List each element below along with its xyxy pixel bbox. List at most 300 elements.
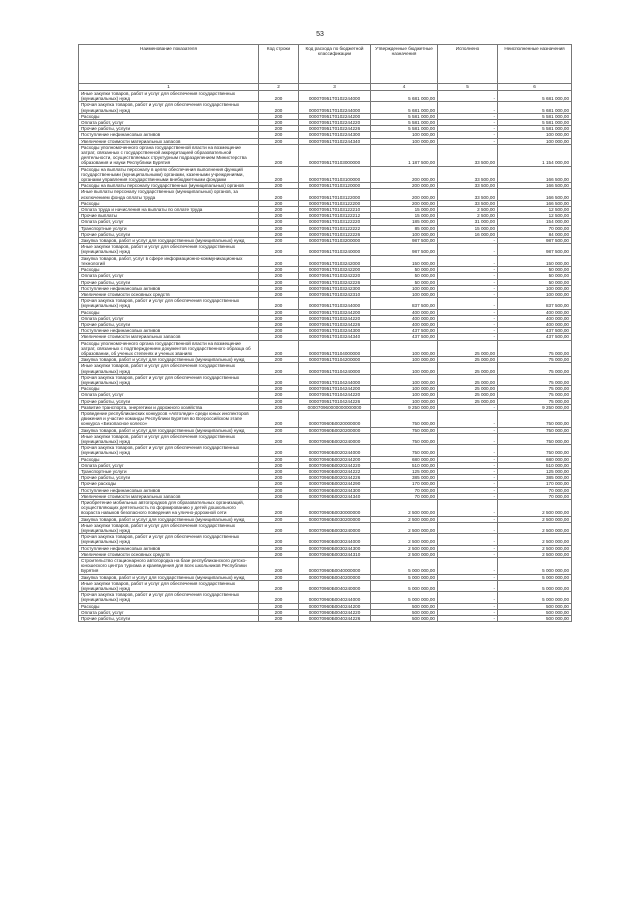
row-line-code: 200 <box>259 334 299 340</box>
row-approved: 150 000,00 <box>371 255 438 266</box>
row-approved: 500 000,00 <box>371 616 438 622</box>
row-unexecuted: 400 000,00 <box>498 309 572 315</box>
row-kbk-code: 000070951Т0102244340 <box>299 138 371 144</box>
row-unexecuted: 2 500 000,00 <box>498 545 572 551</box>
row-approved: 100 000,00 <box>371 291 438 297</box>
row-executed: - <box>438 500 498 517</box>
row-executed: 25 000,00 <box>438 340 498 357</box>
table-row <box>79 298 572 309</box>
row-name: Закупка товаров, работ и услуг для государственных (муниципальных) нужд <box>79 238 259 244</box>
row-kbk-code: 000070951Т0103122200 <box>299 200 371 206</box>
table-row <box>79 616 572 622</box>
row-unexecuted: 84 000,00 <box>498 231 572 237</box>
row-kbk-code: 000070951Т0103244200 <box>299 309 371 315</box>
row-approved: 5 581 000,00 <box>371 126 438 132</box>
row-unexecuted: 385 000,00 <box>498 475 572 481</box>
row-line-code: 200 <box>259 91 299 102</box>
row-line-code: 200 <box>259 183 299 189</box>
row-approved: 15 000,00 <box>371 213 438 219</box>
row-executed: - <box>438 410 498 427</box>
row-name: Прочие работы, услуги <box>79 321 259 327</box>
row-line-code: 200 <box>259 267 299 273</box>
row-unexecuted: 100 000,00 <box>498 291 572 297</box>
row-kbk-code: 000070960Б0020244000 <box>299 445 371 456</box>
row-unexecuted: 75 000,00 <box>498 386 572 392</box>
row-executed: 25 000,00 <box>438 392 498 398</box>
row-name: Расходы на выплаты персоналу в целях обеспечения выполнения функций государственными (муниципальными) органами, казенными учреждениями, органами управления государственными внебюджетными фондами <box>79 166 259 183</box>
row-kbk-code: 000070951Т0103244340 <box>299 334 371 340</box>
row-kbk-code: 000070951Т0103122212 <box>299 213 371 219</box>
row-line-code: 200 <box>259 340 299 357</box>
row-executed: - <box>438 462 498 468</box>
row-name: Прочая закупка товаров, работ и услуг для обеспечения государственных (муниципальных) нужд <box>79 102 259 113</box>
row-unexecuted: 437 500,00 <box>498 328 572 334</box>
row-name: Расходы <box>79 267 259 273</box>
row-approved: 70 000,00 <box>371 487 438 493</box>
row-name: Расходы на выплаты персоналу государственных (муниципальных) органов <box>79 183 259 189</box>
table-row <box>79 255 572 266</box>
row-approved: 2 500 000,00 <box>371 545 438 551</box>
row-unexecuted: 70 000,00 <box>498 487 572 493</box>
row-approved: 2 500 000,00 <box>371 551 438 557</box>
row-name: Поступление нефинансовых активов <box>79 487 259 493</box>
table-row <box>79 91 572 102</box>
row-name: Увеличение стоимости материальных запасов <box>79 493 259 499</box>
row-line-code: 200 <box>259 493 299 499</box>
row-unexecuted: 12 500,00 <box>498 207 572 213</box>
row-name: Прочая закупка товаров, работ и услуг для обеспечения государственных (муниципальных) нужд <box>79 445 259 456</box>
row-unexecuted: 75 000,00 <box>498 357 572 363</box>
row-approved: 510 000,00 <box>371 462 438 468</box>
row-unexecuted: 987 500,00 <box>498 238 572 244</box>
row-approved: 125 000,00 <box>371 469 438 475</box>
header-budget-classification: Код расхода по бюджетной классификации <box>299 45 371 84</box>
row-kbk-code: 000070951Т0103242200 <box>299 267 371 273</box>
row-name: Прочие расходы <box>79 481 259 487</box>
row-line-code: 200 <box>259 298 299 309</box>
row-name: Иные закупки товаров, работ и услуг для обеспечения государственных (муниципальных) нужд <box>79 91 259 102</box>
row-kbk-code: 000070960Б0020244290 <box>299 481 371 487</box>
row-line-code: 200 <box>259 603 299 609</box>
row-line-code: 200 <box>259 545 299 551</box>
row-executed: 25 000,00 <box>438 357 498 363</box>
row-line-code: 200 <box>259 321 299 327</box>
column-number: 5 <box>438 84 498 91</box>
row-unexecuted: 5 581 000,00 <box>498 120 572 126</box>
row-kbk-code: 000070951Т0104244226 <box>299 398 371 404</box>
row-executed: - <box>438 291 498 297</box>
row-name: Оплата работ, услуг <box>79 120 259 126</box>
row-approved: 2 500 000,00 <box>371 500 438 517</box>
row-kbk-code: 000070951Т0104244000 <box>299 374 371 385</box>
row-line-code: 200 <box>259 500 299 517</box>
row-executed: - <box>438 475 498 481</box>
row-name: Прочая закупка товаров, работ и услуг для обеспечения государственных (муниципальных) нужд <box>79 298 259 309</box>
row-unexecuted: 166 500,00 <box>498 200 572 206</box>
row-kbk-code: 000070951Т0103242310 <box>299 291 371 297</box>
row-name: Поступление нефинансовых активов <box>79 132 259 138</box>
row-line-code: 200 <box>259 487 299 493</box>
row-unexecuted: 125 000,00 <box>498 469 572 475</box>
row-unexecuted: 400 000,00 <box>498 315 572 321</box>
row-kbk-code: 000070951Т0102244200 <box>299 113 371 119</box>
table-row <box>79 363 572 374</box>
row-name: Расходы <box>79 309 259 315</box>
row-line-code: 200 <box>259 120 299 126</box>
row-executed: - <box>438 273 498 279</box>
row-line-code: 200 <box>259 166 299 183</box>
row-approved: 5 681 000,00 <box>371 102 438 113</box>
row-kbk-code: 000070951Т0102244000 <box>299 91 371 102</box>
row-line-code: 200 <box>259 462 299 468</box>
row-line-code: 200 <box>259 219 299 225</box>
row-unexecuted: 2 500 000,00 <box>498 522 572 533</box>
row-approved: 400 000,00 <box>371 315 438 321</box>
row-name: Закупка товаров, работ и услуг для государственных (муниципальных) нужд <box>79 427 259 433</box>
row-kbk-code: 000070951Т0103244000 <box>299 298 371 309</box>
row-executed: - <box>438 516 498 522</box>
row-name: Расходы <box>79 456 259 462</box>
row-approved: 2 500 000,00 <box>371 522 438 533</box>
row-executed: - <box>438 279 498 285</box>
row-kbk-code: 000070960Б0040244226 <box>299 616 371 622</box>
row-approved: 50 000,00 <box>371 267 438 273</box>
row-kbk-code: 000070960Б0020240000 <box>299 433 371 444</box>
row-approved: 750 000,00 <box>371 410 438 427</box>
row-kbk-code: 000070951Т0102244300 <box>299 132 371 138</box>
row-kbk-code: 000070951Т0103244226 <box>299 321 371 327</box>
row-name: Прочие выплаты <box>79 213 259 219</box>
row-executed: - <box>438 574 498 580</box>
row-line-code: 200 <box>259 433 299 444</box>
row-unexecuted: 400 000,00 <box>498 321 572 327</box>
row-executed: - <box>438 551 498 557</box>
row-executed: - <box>438 433 498 444</box>
row-unexecuted: 5 000 000,00 <box>498 592 572 603</box>
row-kbk-code: 000070951Т0103240000 <box>299 244 371 255</box>
row-name: Иные закупки товаров, работ и услуг для обеспечения государственных (муниципальных) нужд <box>79 244 259 255</box>
row-line-code: 200 <box>259 357 299 363</box>
row-executed: 33 500,00 <box>438 183 498 189</box>
row-line-code: 200 <box>259 285 299 291</box>
row-executed: - <box>438 91 498 102</box>
row-approved: 2 500 000,00 <box>371 534 438 545</box>
row-line-code: 200 <box>259 273 299 279</box>
row-executed: 25 000,00 <box>438 374 498 385</box>
table-row <box>79 102 572 113</box>
row-executed: - <box>438 238 498 244</box>
row-kbk-code: 000070960Б0020244200 <box>299 456 371 462</box>
row-executed: - <box>438 298 498 309</box>
row-approved: 50 000,00 <box>371 273 438 279</box>
row-approved: 750 000,00 <box>371 427 438 433</box>
row-line-code: 200 <box>259 138 299 144</box>
table-row <box>79 433 572 444</box>
row-line-code: 200 <box>259 522 299 533</box>
row-line-code: 200 <box>259 516 299 522</box>
row-approved: 5 581 000,00 <box>371 120 438 126</box>
row-line-code: 200 <box>259 279 299 285</box>
table-header-row <box>79 45 572 84</box>
row-name: Строительство стационарного автогородка на базе республиканского детско-юношеского центра туризма и краеведения для всех школьников Республики Бурятия <box>79 558 259 575</box>
row-executed: - <box>438 609 498 615</box>
row-approved: 15 000,00 <box>371 207 438 213</box>
row-approved: 400 000,00 <box>371 321 438 327</box>
row-line-code: 200 <box>259 404 299 410</box>
row-line-code: 200 <box>259 410 299 427</box>
row-unexecuted: 100 000,00 <box>498 138 572 144</box>
row-line-code: 200 <box>259 315 299 321</box>
row-approved: 100 000,00 <box>371 132 438 138</box>
row-line-code: 200 <box>259 469 299 475</box>
row-unexecuted: 5 000 000,00 <box>498 558 572 575</box>
row-unexecuted: 75 000,00 <box>498 392 572 398</box>
row-approved: 500 000,00 <box>371 609 438 615</box>
row-executed: - <box>438 558 498 575</box>
row-name: Увеличение стоимости основных средств <box>79 291 259 297</box>
table-row <box>79 580 572 591</box>
row-kbk-code: 000070951Т0103242226 <box>299 279 371 285</box>
row-unexecuted: 510 000,00 <box>498 462 572 468</box>
header-unexecuted: Неисполненные назначения <box>498 45 572 84</box>
row-kbk-code: 000070951Т0102244226 <box>299 126 371 132</box>
row-kbk-code: 000070951Т0104240000 <box>299 363 371 374</box>
row-name: Расходы уполномоченного органа государственной власти на возмещение затрат, связанных с подтверждением документов государственного образца об образовании, об ученых степенях и ученых званиях <box>79 340 259 357</box>
row-executed: - <box>438 427 498 433</box>
row-name: Расходы уполномоченного органа государственной власти на возмещение затрат, связанных с государственной аккредитацией образовательной деятельности, осуществляемых структурным подразделением Министерства образования и науки Республики Бурятия <box>79 144 259 166</box>
row-executed: - <box>438 113 498 119</box>
row-approved: 750 000,00 <box>371 445 438 456</box>
row-approved: 200 000,00 <box>371 189 438 200</box>
row-approved: 100 000,00 <box>371 231 438 237</box>
row-name: Прочая закупка товаров, работ и услуг для обеспечения государственных (муниципальных) нужд <box>79 592 259 603</box>
row-executed: 33 500,00 <box>438 189 498 200</box>
row-executed: - <box>438 404 498 410</box>
row-approved: 100 000,00 <box>371 398 438 404</box>
row-line-code: 200 <box>259 225 299 231</box>
row-kbk-code: 000070951Т0104000000 <box>299 340 371 357</box>
row-name: Расходы <box>79 386 259 392</box>
row-executed: - <box>438 545 498 551</box>
row-executed: 15 000,00 <box>438 225 498 231</box>
row-approved: 987 500,00 <box>371 244 438 255</box>
row-unexecuted: 2 500 000,00 <box>498 534 572 545</box>
row-kbk-code: 000070951Т0103100000 <box>299 166 371 183</box>
row-approved: 500 000,00 <box>371 603 438 609</box>
row-unexecuted: 1 154 000,00 <box>498 144 572 166</box>
table-row <box>79 500 572 517</box>
row-name: Оплата труда и начисления на выплаты по оплате труда <box>79 207 259 213</box>
row-approved: 9 250 000,00 <box>371 404 438 410</box>
row-kbk-code: 000070951Т0103242000 <box>299 255 371 266</box>
row-name: Прочие работы, услуги <box>79 616 259 622</box>
row-approved: 750 000,00 <box>371 433 438 444</box>
row-kbk-code: 000070951Т0103122000 <box>299 189 371 200</box>
table-row <box>79 244 572 255</box>
row-executed: - <box>438 456 498 462</box>
row-name: Расходы <box>79 113 259 119</box>
row-unexecuted: 166 500,00 <box>498 183 572 189</box>
row-name: Закупка товаров, работ и услуг для государственных (муниципальных) нужд <box>79 357 259 363</box>
row-kbk-code: 000070951Т0103242220 <box>299 273 371 279</box>
row-line-code: 200 <box>259 291 299 297</box>
row-kbk-code: 000070960Б0020244300 <box>299 487 371 493</box>
row-line-code: 200 <box>259 574 299 580</box>
row-approved: 100 000,00 <box>371 374 438 385</box>
row-executed: - <box>438 102 498 113</box>
row-executed: - <box>438 334 498 340</box>
row-kbk-code: 000070960Б0020244220 <box>299 462 371 468</box>
row-kbk-code: 000070960Б0030244300 <box>299 545 371 551</box>
row-name: Иные закупки товаров, работ и услуг для обеспечения государственных (муниципальных) нужд <box>79 580 259 591</box>
row-unexecuted: 750 000,00 <box>498 433 572 444</box>
table-row <box>79 374 572 385</box>
row-executed: - <box>438 120 498 126</box>
row-name: Иные выплаты персоналу государственных (муниципальных) органов, за исключением фонда оплаты труда <box>79 189 259 200</box>
row-unexecuted: 750 000,00 <box>498 410 572 427</box>
row-approved: 100 000,00 <box>371 392 438 398</box>
row-executed: - <box>438 534 498 545</box>
row-executed: - <box>438 309 498 315</box>
row-unexecuted: 166 500,00 <box>498 166 572 183</box>
row-unexecuted: 100 000,00 <box>498 285 572 291</box>
page-number: 53 <box>316 31 324 38</box>
row-approved: 100 000,00 <box>371 340 438 357</box>
row-unexecuted: 437 500,00 <box>498 334 572 340</box>
row-executed: 25 000,00 <box>438 386 498 392</box>
row-executed: - <box>438 493 498 499</box>
header-indicator-name: Наименование показателя <box>79 45 259 84</box>
table-row <box>79 522 572 533</box>
row-kbk-code: 000070951Т0103244300 <box>299 328 371 334</box>
row-unexecuted: 5 681 000,00 <box>498 91 572 102</box>
row-kbk-code: 000070960Б0040244200 <box>299 603 371 609</box>
row-executed: - <box>438 285 498 291</box>
row-approved: 50 000,00 <box>371 279 438 285</box>
row-unexecuted: 987 500,00 <box>498 244 572 255</box>
row-name: Развитие транспорта, энергетики и дорожного хозяйства <box>79 404 259 410</box>
row-kbk-code: 000070960Б0030240000 <box>299 522 371 533</box>
row-line-code: 200 <box>259 244 299 255</box>
row-kbk-code: 000070960Б0020000000 <box>299 410 371 427</box>
row-unexecuted: 75 000,00 <box>498 340 572 357</box>
row-kbk-code: 000070960Б0020200000 <box>299 427 371 433</box>
row-executed: - <box>438 522 498 533</box>
row-line-code: 200 <box>259 558 299 575</box>
row-unexecuted: 500 000,00 <box>498 603 572 609</box>
row-kbk-code: 000070960Б0040244000 <box>299 592 371 603</box>
row-line-code: 200 <box>259 255 299 266</box>
row-kbk-code: 000070960Б0040000000 <box>299 558 371 575</box>
column-number: 4 <box>371 84 438 91</box>
row-approved: 437 500,00 <box>371 328 438 334</box>
row-line-code: 200 <box>259 609 299 615</box>
row-line-code: 200 <box>259 126 299 132</box>
table-row <box>79 166 572 183</box>
row-name: Транспортные услуги <box>79 225 259 231</box>
row-approved: 1 187 500,00 <box>371 144 438 166</box>
row-name: Прочие работы, услуги <box>79 279 259 285</box>
row-name: Оплата работ, услуг <box>79 462 259 468</box>
table-row <box>79 144 572 166</box>
row-kbk-code: 000070951Т0102244000 <box>299 102 371 113</box>
row-unexecuted: 150 000,00 <box>498 255 572 266</box>
row-unexecuted: 5 681 000,00 <box>498 102 572 113</box>
column-number: 2 <box>259 84 299 91</box>
row-line-code: 200 <box>259 144 299 166</box>
row-unexecuted: 75 000,00 <box>498 374 572 385</box>
row-name: Проведение республиканских конкурсов «Автоледи» среди юных инспекторов движения и участие команды Республики Бурятия во Всероссийском этапе конкурса «Безопасное колесо» <box>79 410 259 427</box>
row-line-code: 200 <box>259 592 299 603</box>
row-approved: 100 000,00 <box>371 357 438 363</box>
row-line-code: 200 <box>259 445 299 456</box>
row-executed: - <box>438 267 498 273</box>
row-approved: 5 000 000,00 <box>371 558 438 575</box>
row-unexecuted: 12 500,00 <box>498 213 572 219</box>
row-name: Закупка товаров, работ, услуг в сфере информационно-коммуникационных технологий <box>79 255 259 266</box>
row-name: Закупка товаров, работ и услуг для государственных (муниципальных) нужд <box>79 574 259 580</box>
row-unexecuted: 5 581 000,00 <box>498 126 572 132</box>
row-approved: 385 000,00 <box>371 475 438 481</box>
row-kbk-code: 000070951Т0103120000 <box>299 183 371 189</box>
row-kbk-code: 000070960Б0030244310 <box>299 551 371 557</box>
row-unexecuted: 100 000,00 <box>498 132 572 138</box>
table-row <box>79 189 572 200</box>
row-unexecuted: 750 000,00 <box>498 445 572 456</box>
row-name: Прочие работы, услуги <box>79 475 259 481</box>
row-line-code: 200 <box>259 213 299 219</box>
row-kbk-code: 000070960Б0030244000 <box>299 534 371 545</box>
row-executed: 16 000,00 <box>438 231 498 237</box>
row-kbk-code: 000070951Т0102244220 <box>299 120 371 126</box>
row-name: Расходы <box>79 200 259 206</box>
row-name: Увеличение стоимости основных средств <box>79 551 259 557</box>
row-line-code: 200 <box>259 363 299 374</box>
row-approved: 200 000,00 <box>371 200 438 206</box>
row-executed: - <box>438 126 498 132</box>
row-name: Закупка товаров, работ и услуг для государственных (муниципальных) нужд <box>79 516 259 522</box>
row-line-code: 200 <box>259 328 299 334</box>
row-line-code: 200 <box>259 102 299 113</box>
row-kbk-code: 000070960Б0030200000 <box>299 516 371 522</box>
row-executed: - <box>438 580 498 591</box>
row-approved: 5 581 000,00 <box>371 113 438 119</box>
row-executed: 33 500,00 <box>438 144 498 166</box>
row-unexecuted: 75 000,00 <box>498 398 572 404</box>
row-unexecuted: 170 000,00 <box>498 481 572 487</box>
row-approved: 2 500 000,00 <box>371 516 438 522</box>
row-approved: 5 000 000,00 <box>371 574 438 580</box>
table-row <box>79 445 572 456</box>
row-executed: - <box>438 469 498 475</box>
row-name: Приобретение мобильных автогородков для образовательных организаций, осуществляющих деятельность по формированию у детей дошкольного возраста навыков безопасного поведения на улично-дорожной сети <box>79 500 259 517</box>
row-line-code: 200 <box>259 132 299 138</box>
row-kbk-code: 000070951Т0103122226 <box>299 231 371 237</box>
row-name: Прочая закупка товаров, работ и услуг для обеспечения государственных (муниципальных) нужд <box>79 374 259 385</box>
row-executed: - <box>438 445 498 456</box>
header-executed: Исполнено <box>438 45 498 84</box>
row-unexecuted: 5 000 000,00 <box>498 580 572 591</box>
row-name: Оплата работ, услуг <box>79 315 259 321</box>
row-unexecuted: 154 000,00 <box>498 219 572 225</box>
row-approved: 200 000,00 <box>371 166 438 183</box>
column-number: 6 <box>498 84 572 91</box>
row-unexecuted: 5 581 000,00 <box>498 113 572 119</box>
row-unexecuted: 837 500,00 <box>498 298 572 309</box>
row-executed: - <box>438 321 498 327</box>
row-name: Расходы <box>79 603 259 609</box>
table-row <box>79 340 572 357</box>
